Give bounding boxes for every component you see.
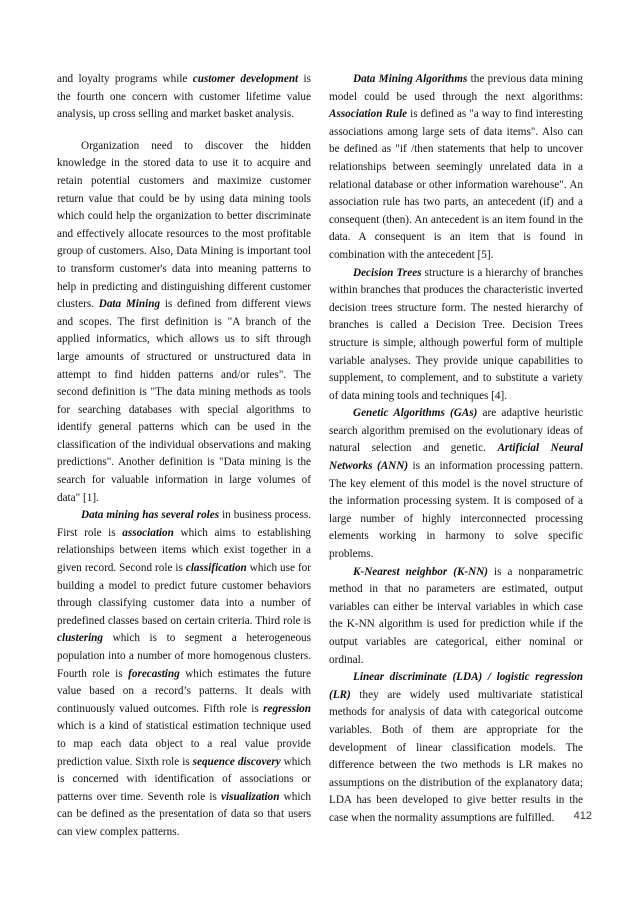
- paragraph: [329, 669, 583, 827]
- emphasis-term: Genetic Algorithms (GAs): [353, 407, 478, 420]
- emphasis-term: Linear discriminate (LDA) / logistic regression (LR): [329, 671, 583, 701]
- text-run: is defined as "a way to find interesting associations among large sets of data items". Also can be defined as "if /then statements that help to uncover relationships between seemingly unrelated data in a relational database or other information warehouse". An association rule has two parts, an antecedent (if) and a consequent (then). An antecedent is an item found in the data. A consequent is an item that is found in combination with the antecedent [5].: [329, 108, 583, 261]
- text-run: is an information processing pattern. The key element of this model is the novel structure of the information processing system. It is composed of a large number of highly interconnected processing elements working in harmony to solve specific problems.: [329, 460, 583, 561]
- page-number: 412: [573, 810, 592, 822]
- emphasis-term: classification: [185, 562, 247, 575]
- text-run: which is concerned with identification of associations or patterns over time. Seventh role is: [57, 755, 311, 803]
- text-run: is a nonparametric method in that no parameters are estimated, output variables can either be interval variables in which case the K-NN algorithm is used for prediction while if the output variables are categorical, either nominal or ordinal.: [329, 565, 583, 666]
- emphasis-term: K-Nearest neighbor (K-NN): [353, 565, 489, 578]
- text-run: in business process. First role is: [57, 509, 311, 539]
- emphasis-term: Data Mining: [98, 298, 161, 311]
- paragraph: [329, 405, 583, 563]
- emphasis-term: Association Rule: [329, 108, 408, 121]
- paragraph: [57, 71, 311, 124]
- text-run: which is a kind of statistical estimation technique used to map each data object to a real value provide prediction value. Sixth role is: [57, 720, 311, 768]
- text-run: Organization need to discover the hidden knowledge in the stored data to use it to acquire and retain potential customers and maximize customer return value that could be by using data mining tools which could help the organization to better discriminate and effectively allocate resources to the most profitable group of customers. Also, Data Mining is important tool to transform customer's data into meaning patterns to help in predicting and distinguishing different customer clusters.: [57, 139, 311, 311]
- emphasis-term: Data Mining Algorithms: [353, 73, 468, 85]
- emphasis-term: customer development: [192, 73, 299, 85]
- text-run: structure is a hierarchy of branches within branches that produces the characteristic inverted decision trees structure form. The nested hierarchy of branches is called a Decision Tree. Decision Trees structure is simple, although powerful form of multiple variable analyses. They provide unique capabilities to supplement, to complement, and to substitute a variety of data mining tools and techniques [4].: [329, 266, 583, 402]
- emphasis-term: regression: [263, 702, 311, 715]
- emphasis-term: sequence discovery: [192, 755, 281, 768]
- right-column: [329, 71, 583, 828]
- paragraph: [329, 71, 583, 265]
- emphasis-term: visualization: [221, 790, 280, 803]
- text-run: and loyalty programs while: [57, 73, 193, 85]
- text-run: they are widely used multivariate statistical methods for analysis of data with categorical outcome variables. Both of them are appropriate for the development of linear classification models. The difference between the two methods is LR makes no assumptions on the distribution of the explanatory data; LDA has been developed to give better results in the case when the normality assumptions are fulfilled.: [329, 688, 583, 824]
- emphasis-term: forecasting: [128, 667, 180, 680]
- text-run: is defined from different views and scopes. The first definition is "A branch of the applied informatics, which allows us to sift through large amounts of structured or unstructured data in attempt to find hidden patterns and/or rules". The second definition is "The data mining methods as tools for searching databases with special algorithms to identify general patterns which can be used in the classification of the individual observations and making predictions". Another definition is "Data mining is the search for valuable information in large volumes of data" [1].: [57, 298, 312, 504]
- text-run: is the fourth one concern with customer lifetime value analysis, up cross selling and market basket analysis.: [57, 73, 311, 121]
- text-run: which aims to establishing relationships between items which exist together in a given record. Second role is: [57, 526, 312, 575]
- emphasis-term: Data mining has several roles: [81, 509, 220, 522]
- text-run: which use for building a model to predict future customer behaviors through classifying customer data into a number of predefined classes based on certain criteria. Third role is: [57, 562, 311, 627]
- emphasis-term: association: [122, 526, 174, 539]
- text-run: which is to segment a heterogeneous population into a number of more homogenous clusters. Fourth role is: [57, 632, 311, 680]
- left-column: [57, 71, 311, 842]
- emphasis-term: Artificial Neural Networks (ANN): [329, 442, 583, 473]
- emphasis-term: clustering: [57, 632, 104, 645]
- paragraph: [329, 265, 583, 406]
- text-run: which can be defined as the presentation of data so that users can view complex patterns.: [57, 790, 311, 838]
- paragraph: [57, 138, 311, 507]
- text-run: which estimates the future value based on a record’s patterns. It deals with continuously valued outcomes. Fifth role is: [57, 667, 311, 715]
- text-run: the previous data mining model could be used through the next algorithms:: [329, 73, 583, 103]
- emphasis-term: Decision Trees: [353, 266, 422, 279]
- paragraph: [57, 507, 311, 841]
- text-run: are adaptive heuristic search algorithm premised on the evolutionary ideas of natural selection and genetic.: [329, 407, 583, 455]
- paragraph: [329, 564, 583, 670]
